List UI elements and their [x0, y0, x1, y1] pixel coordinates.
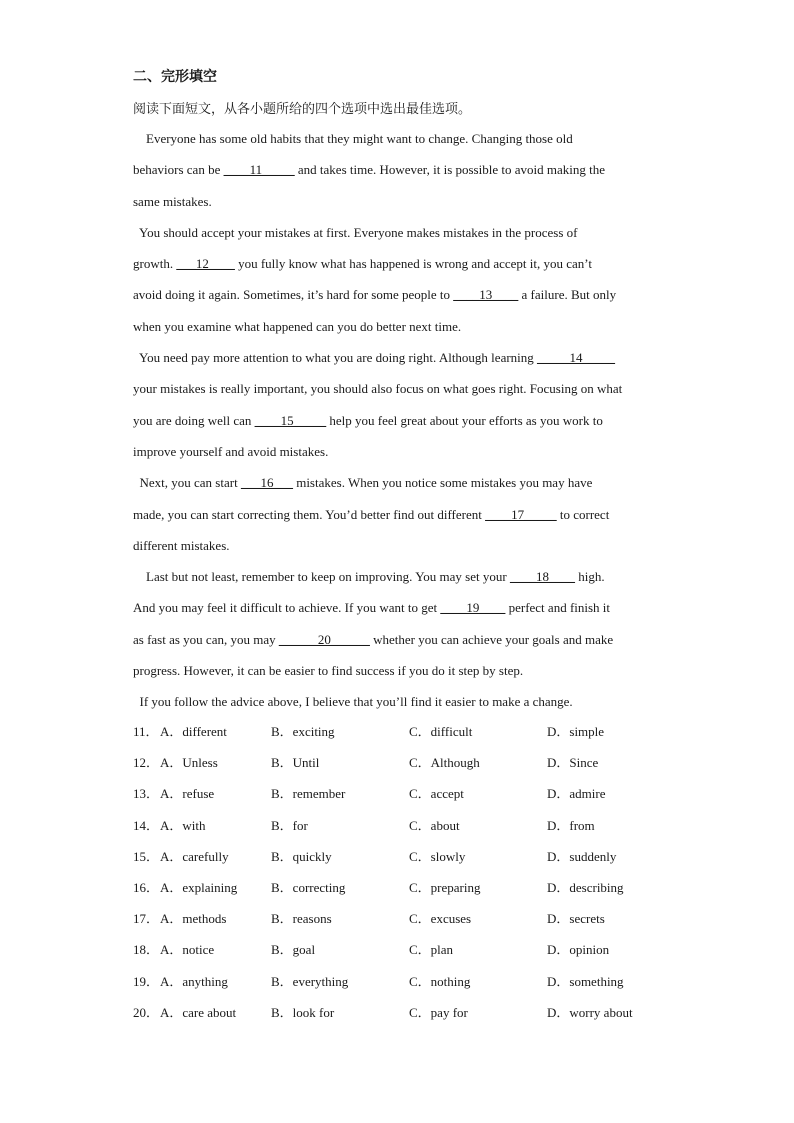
- line-text: avoid doing it again. Sometimes, it’s hard for some people to: [133, 287, 454, 303]
- option-a[interactable]: A．Unless: [160, 755, 218, 771]
- option-b[interactable]: B．reasons: [271, 911, 332, 927]
- question-number: 18．: [133, 942, 160, 958]
- blank-field: ____13____: [453, 287, 519, 303]
- line-text-after: you fully know what has happened is wrong and accept it, you can’t: [234, 256, 593, 272]
- line-text: as fast as you can, you may: [133, 631, 279, 647]
- line-text: growth.: [133, 256, 177, 272]
- option-a[interactable]: A．explaining: [160, 879, 238, 895]
- line-text-after: and takes time. However, it is possible to avoid making the: [294, 162, 605, 178]
- option-b[interactable]: B．look for: [271, 1004, 335, 1020]
- passage-line: [133, 592, 663, 623]
- passage-line: [133, 436, 663, 467]
- passage-line: [133, 123, 663, 154]
- option-b[interactable]: B．goal: [271, 942, 316, 958]
- blank-field: ____19____: [440, 600, 506, 616]
- option-d[interactable]: D．something: [547, 973, 624, 989]
- question-number: 17．: [133, 911, 160, 927]
- line-text-after: a failure. But only: [518, 287, 617, 303]
- option-d[interactable]: D．worry about: [547, 1004, 633, 1020]
- option-d[interactable]: D．describing: [547, 879, 624, 895]
- blank-field: ____15_____: [254, 412, 327, 428]
- option-b[interactable]: B．everything: [271, 973, 349, 989]
- passage-line: [133, 405, 663, 436]
- blank-field: ____17_____: [485, 506, 557, 522]
- option-c[interactable]: C．slowly: [409, 848, 466, 864]
- blank-field: _____14_____: [537, 350, 616, 366]
- line-indent: [133, 569, 146, 584]
- passage-line: [133, 154, 663, 185]
- option-d[interactable]: D．admire: [547, 786, 606, 802]
- option-b[interactable]: B．exciting: [271, 724, 335, 739]
- option-d[interactable]: D．opinion: [547, 942, 610, 958]
- option-c[interactable]: C．plan: [409, 942, 454, 958]
- option-d[interactable]: D．simple: [547, 724, 605, 739]
- passage-line: [133, 279, 663, 310]
- question-number: 16．: [133, 879, 160, 895]
- question-number: 12．: [133, 755, 160, 771]
- option-c[interactable]: C．about: [409, 817, 460, 833]
- line-text: different mistakes.: [133, 537, 230, 553]
- option-d[interactable]: D．from: [547, 817, 595, 833]
- line-text: Next, you can start: [139, 475, 241, 491]
- option-c[interactable]: C．pay for: [409, 1004, 468, 1020]
- line-text-after: mistakes. When you notice some mistakes you may have: [292, 475, 593, 491]
- passage-line: [133, 467, 663, 498]
- line-text: you are doing well can: [133, 412, 255, 428]
- option-a[interactable]: A．anything: [160, 973, 228, 989]
- passage-line: [133, 186, 663, 217]
- option-a[interactable]: A．different: [160, 724, 227, 739]
- line-text-after: whether you can achieve your goals and make: [369, 631, 614, 647]
- line-text: same mistakes.: [133, 193, 212, 209]
- option-d[interactable]: D．suddenly: [547, 848, 617, 864]
- question-number: 14．: [133, 817, 160, 833]
- option-b[interactable]: B．for: [271, 817, 308, 833]
- passage-line: [133, 530, 663, 561]
- option-a[interactable]: A．notice: [160, 942, 215, 958]
- passage-line: [133, 655, 663, 686]
- option-b[interactable]: B．correcting: [271, 879, 346, 895]
- option-c[interactable]: C．difficult: [409, 724, 473, 739]
- option-a[interactable]: A．carefully: [160, 848, 229, 864]
- option-c[interactable]: C．excuses: [409, 911, 472, 927]
- option-a[interactable]: A．care about: [160, 1004, 237, 1020]
- line-text: behaviors can be: [133, 162, 224, 178]
- option-c[interactable]: C．preparing: [409, 879, 481, 895]
- question-number: 11．: [133, 724, 159, 739]
- question-number: 20．: [133, 1004, 160, 1020]
- option-b[interactable]: B．Until: [271, 755, 320, 771]
- line-text: made, you can start correcting them. You’d better find out different: [133, 506, 486, 522]
- option-a[interactable]: A．with: [160, 817, 206, 833]
- option-b[interactable]: B．remember: [271, 786, 346, 802]
- line-text-after: high.: [574, 569, 605, 585]
- passage-line: [133, 373, 663, 404]
- blank-field: ___12____: [176, 256, 235, 272]
- passage-line: [133, 561, 663, 592]
- option-d[interactable]: D．secrets: [547, 911, 605, 927]
- line-text: If you follow the advice above, I believe that you’ll find it easier to make a change.: [139, 694, 573, 710]
- passage-line: [133, 624, 663, 655]
- option-c[interactable]: C．accept: [409, 786, 464, 802]
- passage-line: [133, 686, 663, 717]
- passage-line: [133, 499, 663, 530]
- question-number: 19．: [133, 973, 160, 989]
- blank-field: ____11_____: [223, 162, 295, 178]
- option-d[interactable]: D．Since: [547, 755, 599, 771]
- question-number: 15．: [133, 848, 160, 864]
- option-b[interactable]: B．quickly: [271, 848, 332, 864]
- line-text: improve yourself and avoid mistakes.: [133, 443, 329, 459]
- line-text-after: perfect and finish it: [505, 600, 611, 616]
- line-text: Everyone has some old habits that they might want to change. Changing those old: [146, 131, 573, 146]
- line-text: progress. However, it can be easier to find success if you do it step by step.: [133, 663, 524, 679]
- instruction-text: 阅读下面短文，从各小题所给的四个选项中选出最佳选项。: [133, 102, 472, 117]
- option-a[interactable]: A．methods: [160, 911, 227, 927]
- line-text: your mistakes is really important, you should also focus on what goes right. Focusing on what: [133, 381, 623, 397]
- line-text: You should accept your mistakes at first. Everyone makes mistakes in the process of: [139, 224, 578, 240]
- line-text: when you examine what happened can you do better next time.: [133, 318, 462, 334]
- blank-field: ___16___: [240, 475, 293, 491]
- blank-field: ____18____: [509, 569, 575, 585]
- line-text: Last but not least, remember to keep on improving. You may set your: [146, 569, 510, 585]
- blank-field: ______20______: [278, 631, 370, 647]
- option-a[interactable]: A．refuse: [160, 786, 215, 802]
- passage-line: [133, 311, 663, 342]
- section-title: 二、完形填空: [133, 69, 217, 85]
- passage-line: [133, 217, 663, 248]
- line-text: And you may feel it difficult to achieve. If you want to get: [133, 600, 441, 616]
- line-text-after: to correct: [556, 506, 610, 522]
- line-text: You need pay more attention to what you are doing right. Although learning: [139, 350, 538, 366]
- question-number: 13．: [133, 786, 160, 802]
- option-c[interactable]: C．nothing: [409, 973, 471, 989]
- passage-line: [133, 342, 663, 373]
- line-indent: [133, 131, 146, 146]
- option-c[interactable]: C．Although: [409, 755, 480, 771]
- passage-line: [133, 248, 663, 279]
- line-text-after: help you feel great about your efforts as you work to: [326, 412, 603, 428]
- passage: [133, 123, 663, 718]
